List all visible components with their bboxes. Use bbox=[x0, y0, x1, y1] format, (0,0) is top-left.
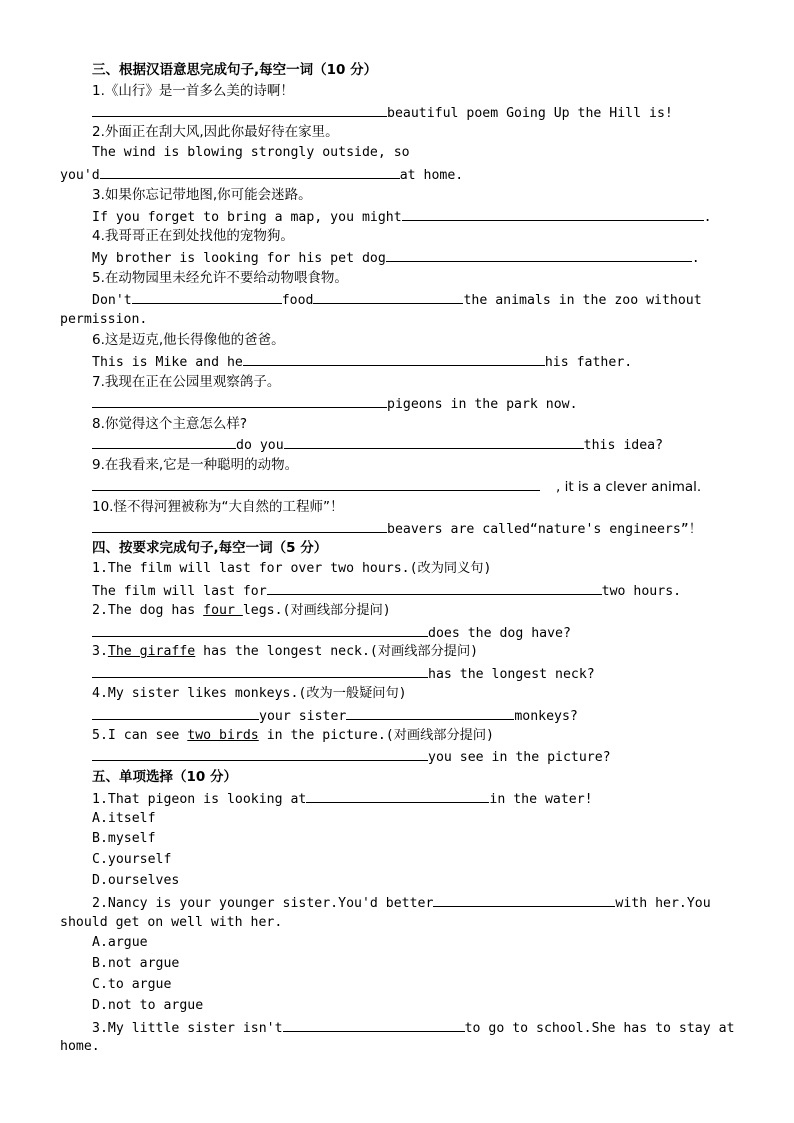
s4-q3-prompt: 3.The giraffe has the longest neck.(对画线部分提问) bbox=[92, 644, 479, 660]
s5-q2-continuation: should get on well with her. bbox=[60, 914, 283, 930]
s3-q4-sentence: My brother is looking for his pet dog . bbox=[60, 247, 736, 268]
answer-blank[interactable] bbox=[346, 705, 514, 720]
section-3-title: 三、根据汉语意思完成句子,每空一词（10 分） bbox=[92, 62, 378, 78]
s3-q10-chinese: 10.怪不得河狸被称为“大自然的工程师”！ bbox=[92, 498, 344, 515]
answer-blank[interactable] bbox=[92, 102, 387, 117]
s4-q5-answer: you see in the picture? bbox=[60, 746, 736, 767]
s5-q3-stem: 3.My little sister isn't to go to school.She has to stay at bbox=[60, 1017, 736, 1038]
s5-q2-stem: 2.Nancy is your younger sister.You'd better with her.You bbox=[60, 892, 736, 913]
s3-q3-chinese: 3.如果你忘记带地图,你可能会迷路。 bbox=[92, 186, 312, 203]
s3-q7-sentence: pigeons in the park now. bbox=[60, 393, 736, 414]
s3-q2-sentence-1: The wind is blowing strongly outside, so bbox=[92, 145, 410, 161]
option[interactable]: D.not to argue bbox=[92, 997, 204, 1013]
s3-q9-chinese: 9.在我看来,它是一种聪明的动物。 bbox=[92, 457, 299, 474]
s3-q2-chinese: 2.外面正在刮大风,因此你最好待在家里。 bbox=[92, 124, 339, 141]
s4-q3-answer: has the longest neck? bbox=[60, 663, 736, 684]
answer-blank[interactable] bbox=[92, 622, 428, 637]
s4-q1-prompt: 1.The film will last for over two hours.(改为同义句) bbox=[92, 561, 492, 577]
s3-q7-chinese: 7.我现在正在公园里观察鸽子。 bbox=[92, 373, 281, 390]
answer-blank[interactable] bbox=[402, 206, 704, 221]
option[interactable]: C.yourself bbox=[92, 852, 172, 868]
s3-q1-sentence: beautiful poem Going Up the Hill is! bbox=[60, 102, 736, 123]
answer-blank[interactable] bbox=[92, 434, 236, 449]
option[interactable]: D.ourselves bbox=[92, 873, 180, 889]
section-4-title: 四、按要求完成句子,每空一词（5 分） bbox=[92, 540, 328, 557]
answer-blank[interactable] bbox=[306, 788, 489, 803]
s3-q8-chinese: 8.你觉得这个主意怎么样? bbox=[92, 415, 248, 432]
answer-blank[interactable] bbox=[92, 518, 387, 533]
s3-q2-sentence-2: you'd at home. bbox=[60, 164, 736, 185]
answer-blank[interactable] bbox=[92, 705, 259, 720]
s3-q5-continuation: permission. bbox=[60, 311, 148, 327]
underlined-part: four bbox=[203, 602, 243, 618]
s4-q4-prompt: 4.My sister likes monkeys.(改为一般疑问句) bbox=[92, 685, 407, 701]
s3-q4-chinese: 4.我哥哥正在到处找他的宠物狗。 bbox=[92, 228, 294, 245]
s4-q1-answer: The film will last for two hours. bbox=[60, 580, 736, 601]
answer-blank[interactable] bbox=[386, 247, 692, 262]
s3-q1-chinese: 1.《山行》是一首多么美的诗啊！ bbox=[92, 82, 294, 99]
s3-q5-chinese: 5.在动物园里未经允许不要给动物喂食物。 bbox=[92, 269, 348, 286]
s3-q8-sentence: do you this idea? bbox=[60, 434, 736, 455]
answer-blank[interactable] bbox=[284, 434, 584, 449]
option[interactable]: B.not argue bbox=[92, 956, 180, 972]
s4-q2-answer: does the dog have? bbox=[60, 622, 736, 643]
answer-blank[interactable] bbox=[100, 164, 400, 179]
section-5-title: 五、单项选择（10 分） bbox=[92, 769, 237, 786]
s3-q3-sentence: If you forget to bring a map, you might . bbox=[60, 206, 736, 227]
option[interactable]: A.argue bbox=[92, 935, 148, 951]
answer-blank[interactable] bbox=[92, 476, 540, 491]
s3-q5-sentence: Don't food the animals in the zoo without bbox=[60, 289, 736, 310]
option[interactable]: A.itself bbox=[92, 810, 156, 826]
s4-q4-answer: your sister monkeys? bbox=[60, 705, 736, 726]
s5-q1-stem: 1.That pigeon is looking at in the water! bbox=[60, 788, 736, 809]
answer-blank[interactable] bbox=[243, 351, 545, 366]
s3-q10-sentence: beavers are called“nature's engineers”！ bbox=[60, 518, 736, 539]
option[interactable]: C.to argue bbox=[92, 977, 172, 993]
underlined-part: two birds bbox=[187, 727, 259, 743]
s3-q9-sentence: , it is a clever animal. bbox=[60, 476, 736, 497]
answer-blank[interactable] bbox=[92, 393, 387, 408]
s5-q3-continuation: home. bbox=[60, 1039, 100, 1055]
s4-q2-prompt: 2.The dog has four legs.(对画线部分提问) bbox=[92, 602, 391, 618]
answer-blank[interactable] bbox=[313, 289, 463, 304]
answer-blank[interactable] bbox=[92, 663, 428, 678]
answer-blank[interactable] bbox=[132, 289, 282, 304]
answer-blank[interactable] bbox=[267, 580, 602, 595]
s4-q5-prompt: 5.I can see two birds in the picture.(对画线部分提问) bbox=[92, 727, 494, 743]
answer-blank[interactable] bbox=[92, 746, 428, 761]
answer-blank[interactable] bbox=[433, 892, 615, 907]
worksheet-page bbox=[60, 60, 736, 1058]
option[interactable]: B.myself bbox=[92, 831, 156, 847]
underlined-part: The giraffe bbox=[107, 644, 196, 660]
s3-q6-chinese: 6.这是迈克,他长得像他的爸爸。 bbox=[92, 332, 285, 349]
answer-blank[interactable] bbox=[283, 1017, 465, 1032]
s3-q6-sentence: This is Mike and he his father. bbox=[60, 351, 736, 372]
